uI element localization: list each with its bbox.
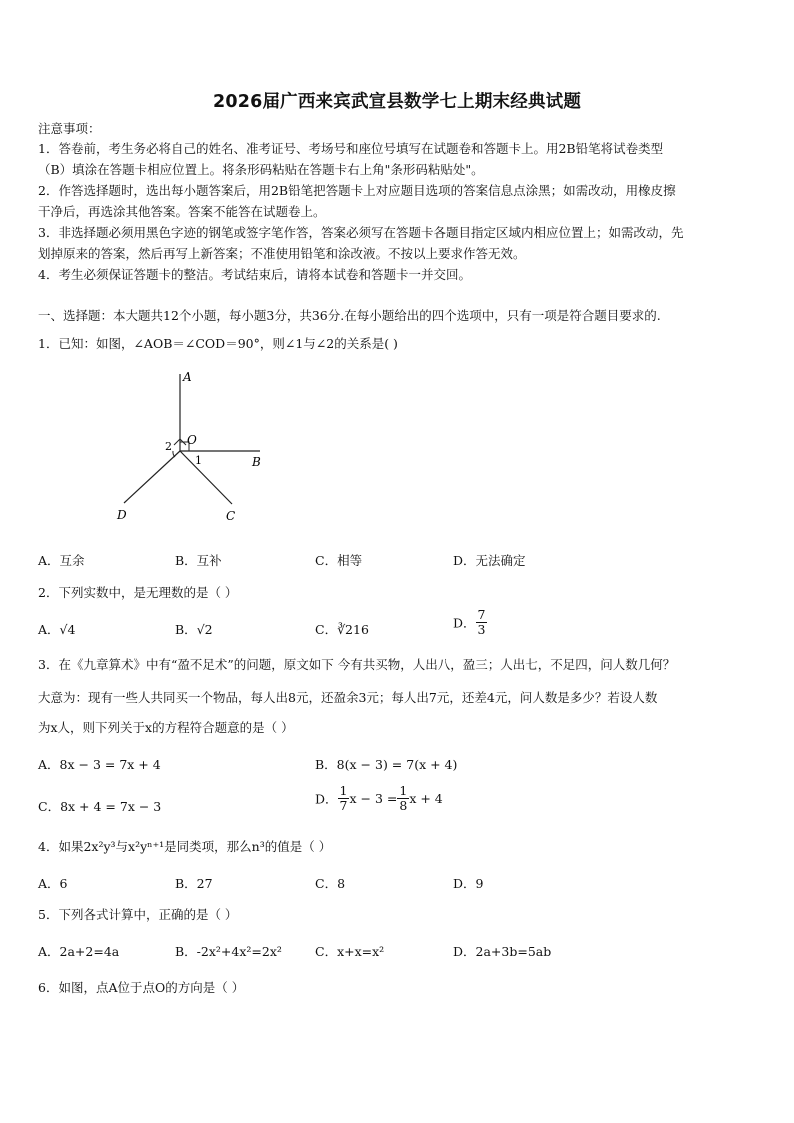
notice-line: 4．考生必须保证答题卡的整洁。考试结束后，请将本试卷和答题卡一并交回。 bbox=[38, 267, 471, 282]
fraction-numerator: 7 bbox=[477, 607, 486, 622]
q2-option-d bbox=[453, 608, 487, 637]
q1-option-c: C．相等 bbox=[315, 553, 363, 568]
q5-option-a: A．2a+2=4a bbox=[38, 944, 120, 959]
fraction bbox=[338, 784, 350, 813]
fraction-denominator: 3 bbox=[477, 622, 486, 637]
question-1-figure bbox=[105, 362, 285, 532]
q5-option-d: D．2a+3b=5ab bbox=[453, 944, 552, 959]
q3-option-d bbox=[315, 784, 443, 813]
option-expr: x − 3 = bbox=[349, 791, 398, 806]
fraction-denominator: 8 bbox=[399, 798, 408, 813]
option-label: A． bbox=[38, 622, 60, 637]
q4-option-b: B．27 bbox=[175, 876, 213, 891]
notice-line: 干净后，再选涂其他答案。答案不能答在试题卷上。 bbox=[38, 204, 326, 219]
q3-option-c: C．8x + 4 = 7x − 3 bbox=[38, 799, 162, 814]
notice-line: 划掉原来的答案，然后再写上新答案；不准使用铅笔和涂改液。不按以上要求作答无效。 bbox=[38, 246, 526, 261]
label-angle-2: 2 bbox=[165, 440, 172, 453]
question-3-line: 大意为：现有一些人共同买一个物品，每人出8元，还盈余3元；每人出7元，还差4元，问人数是多少？若设人数 bbox=[38, 690, 658, 705]
option-label: B． bbox=[175, 622, 197, 637]
label-A: A bbox=[183, 370, 192, 384]
q2-option-a bbox=[38, 620, 75, 638]
label-O: O bbox=[187, 433, 197, 447]
notice-line: 1．答卷前，考生务必将自己的姓名、准考证号、考场号和座位号填写在试题卷和答题卡上。用2B铅笔将试卷类型 bbox=[38, 141, 664, 156]
fraction-numerator: 1 bbox=[339, 783, 348, 798]
label-C: C bbox=[226, 509, 236, 523]
q4-option-d: D．9 bbox=[453, 876, 484, 891]
option-label: D． bbox=[315, 791, 338, 807]
question-3-line: 3．在《九章算术》中有“盈不足术”的问题，原文如下 今有共买物，人出八，盈三；人出七，不足四，问人数几何？ bbox=[38, 657, 676, 672]
option-label: D． bbox=[453, 615, 476, 631]
option-label: C． bbox=[315, 622, 338, 637]
fraction bbox=[397, 784, 409, 813]
fraction-numerator: 1 bbox=[399, 783, 408, 798]
q5-option-c: C．x+x=x² bbox=[315, 944, 385, 959]
option-expr: x + 4 bbox=[409, 791, 443, 806]
q2-option-c bbox=[315, 620, 369, 638]
notice-line: （B）填涂在答题卡相应位置上。将条形码粘贴在答题卡右上角"条形码粘贴处"。 bbox=[38, 162, 484, 177]
notice-heading: 注意事项： bbox=[38, 121, 101, 136]
q1-option-d: D．无法确定 bbox=[453, 553, 526, 568]
fraction-denominator: 7 bbox=[339, 798, 348, 813]
question-6-stem: 6．如图，点A位于点O的方向是（ ） bbox=[38, 980, 245, 995]
q3-option-b: B．8(x − 3) = 7(x + 4) bbox=[315, 757, 458, 772]
q3-option-a: A．8x − 3 = 7x + 4 bbox=[38, 757, 161, 772]
question-5-stem: 5．下列各式计算中，正确的是（ ） bbox=[38, 907, 238, 922]
option-expr: √2 bbox=[196, 622, 213, 637]
option-expr: ∛216 bbox=[337, 622, 369, 637]
option-expr: √4 bbox=[59, 622, 76, 637]
section-heading: 一、选择题：本大题共12个小题，每小题3分，共36分.在每小题给出的四个选项中，只有一项是符合题目要求的. bbox=[38, 308, 661, 323]
label-D: D bbox=[117, 508, 127, 522]
page-title: 2026届广西来宾武宣县数学七上期末经典试题 bbox=[212, 92, 582, 112]
q2-option-b bbox=[175, 620, 213, 638]
notice-line: 3．非选择题必须用黑色字迹的钢笔或签字笔作答，答案必须写在答题卡各题目指定区域内相应位置上；如需改动，先 bbox=[38, 225, 684, 240]
label-angle-1: 1 bbox=[195, 454, 202, 467]
q5-option-b: B．-2x²+4x²=2x² bbox=[175, 944, 282, 959]
question-4-stem: 4．如果2x²y³与x²yⁿ⁺¹是同类项，那么n³的值是（ ） bbox=[38, 839, 332, 854]
notice-line: 2．作答选择题时，选出每小题答案后，用2B铅笔把答题卡上对应题目选项的答案信息点涂黑；如需改动，用橡皮擦 bbox=[38, 183, 676, 198]
q4-option-c: C．8 bbox=[315, 876, 346, 891]
fraction bbox=[476, 608, 488, 637]
question-2-stem: 2．下列实数中，是无理数的是（ ） bbox=[38, 585, 238, 600]
label-B: B bbox=[252, 455, 261, 469]
q4-option-a: A．6 bbox=[38, 876, 68, 891]
q1-option-b: B．互补 bbox=[175, 553, 222, 568]
question-1-stem: 1．已知：如图，∠AOB＝∠COD＝90°，则∠1与∠2的关系是( ) bbox=[38, 336, 398, 351]
q1-option-a: A．互余 bbox=[38, 553, 85, 568]
question-3-line: 为x人，则下列关于x的方程符合题意的是（ ） bbox=[38, 720, 294, 735]
